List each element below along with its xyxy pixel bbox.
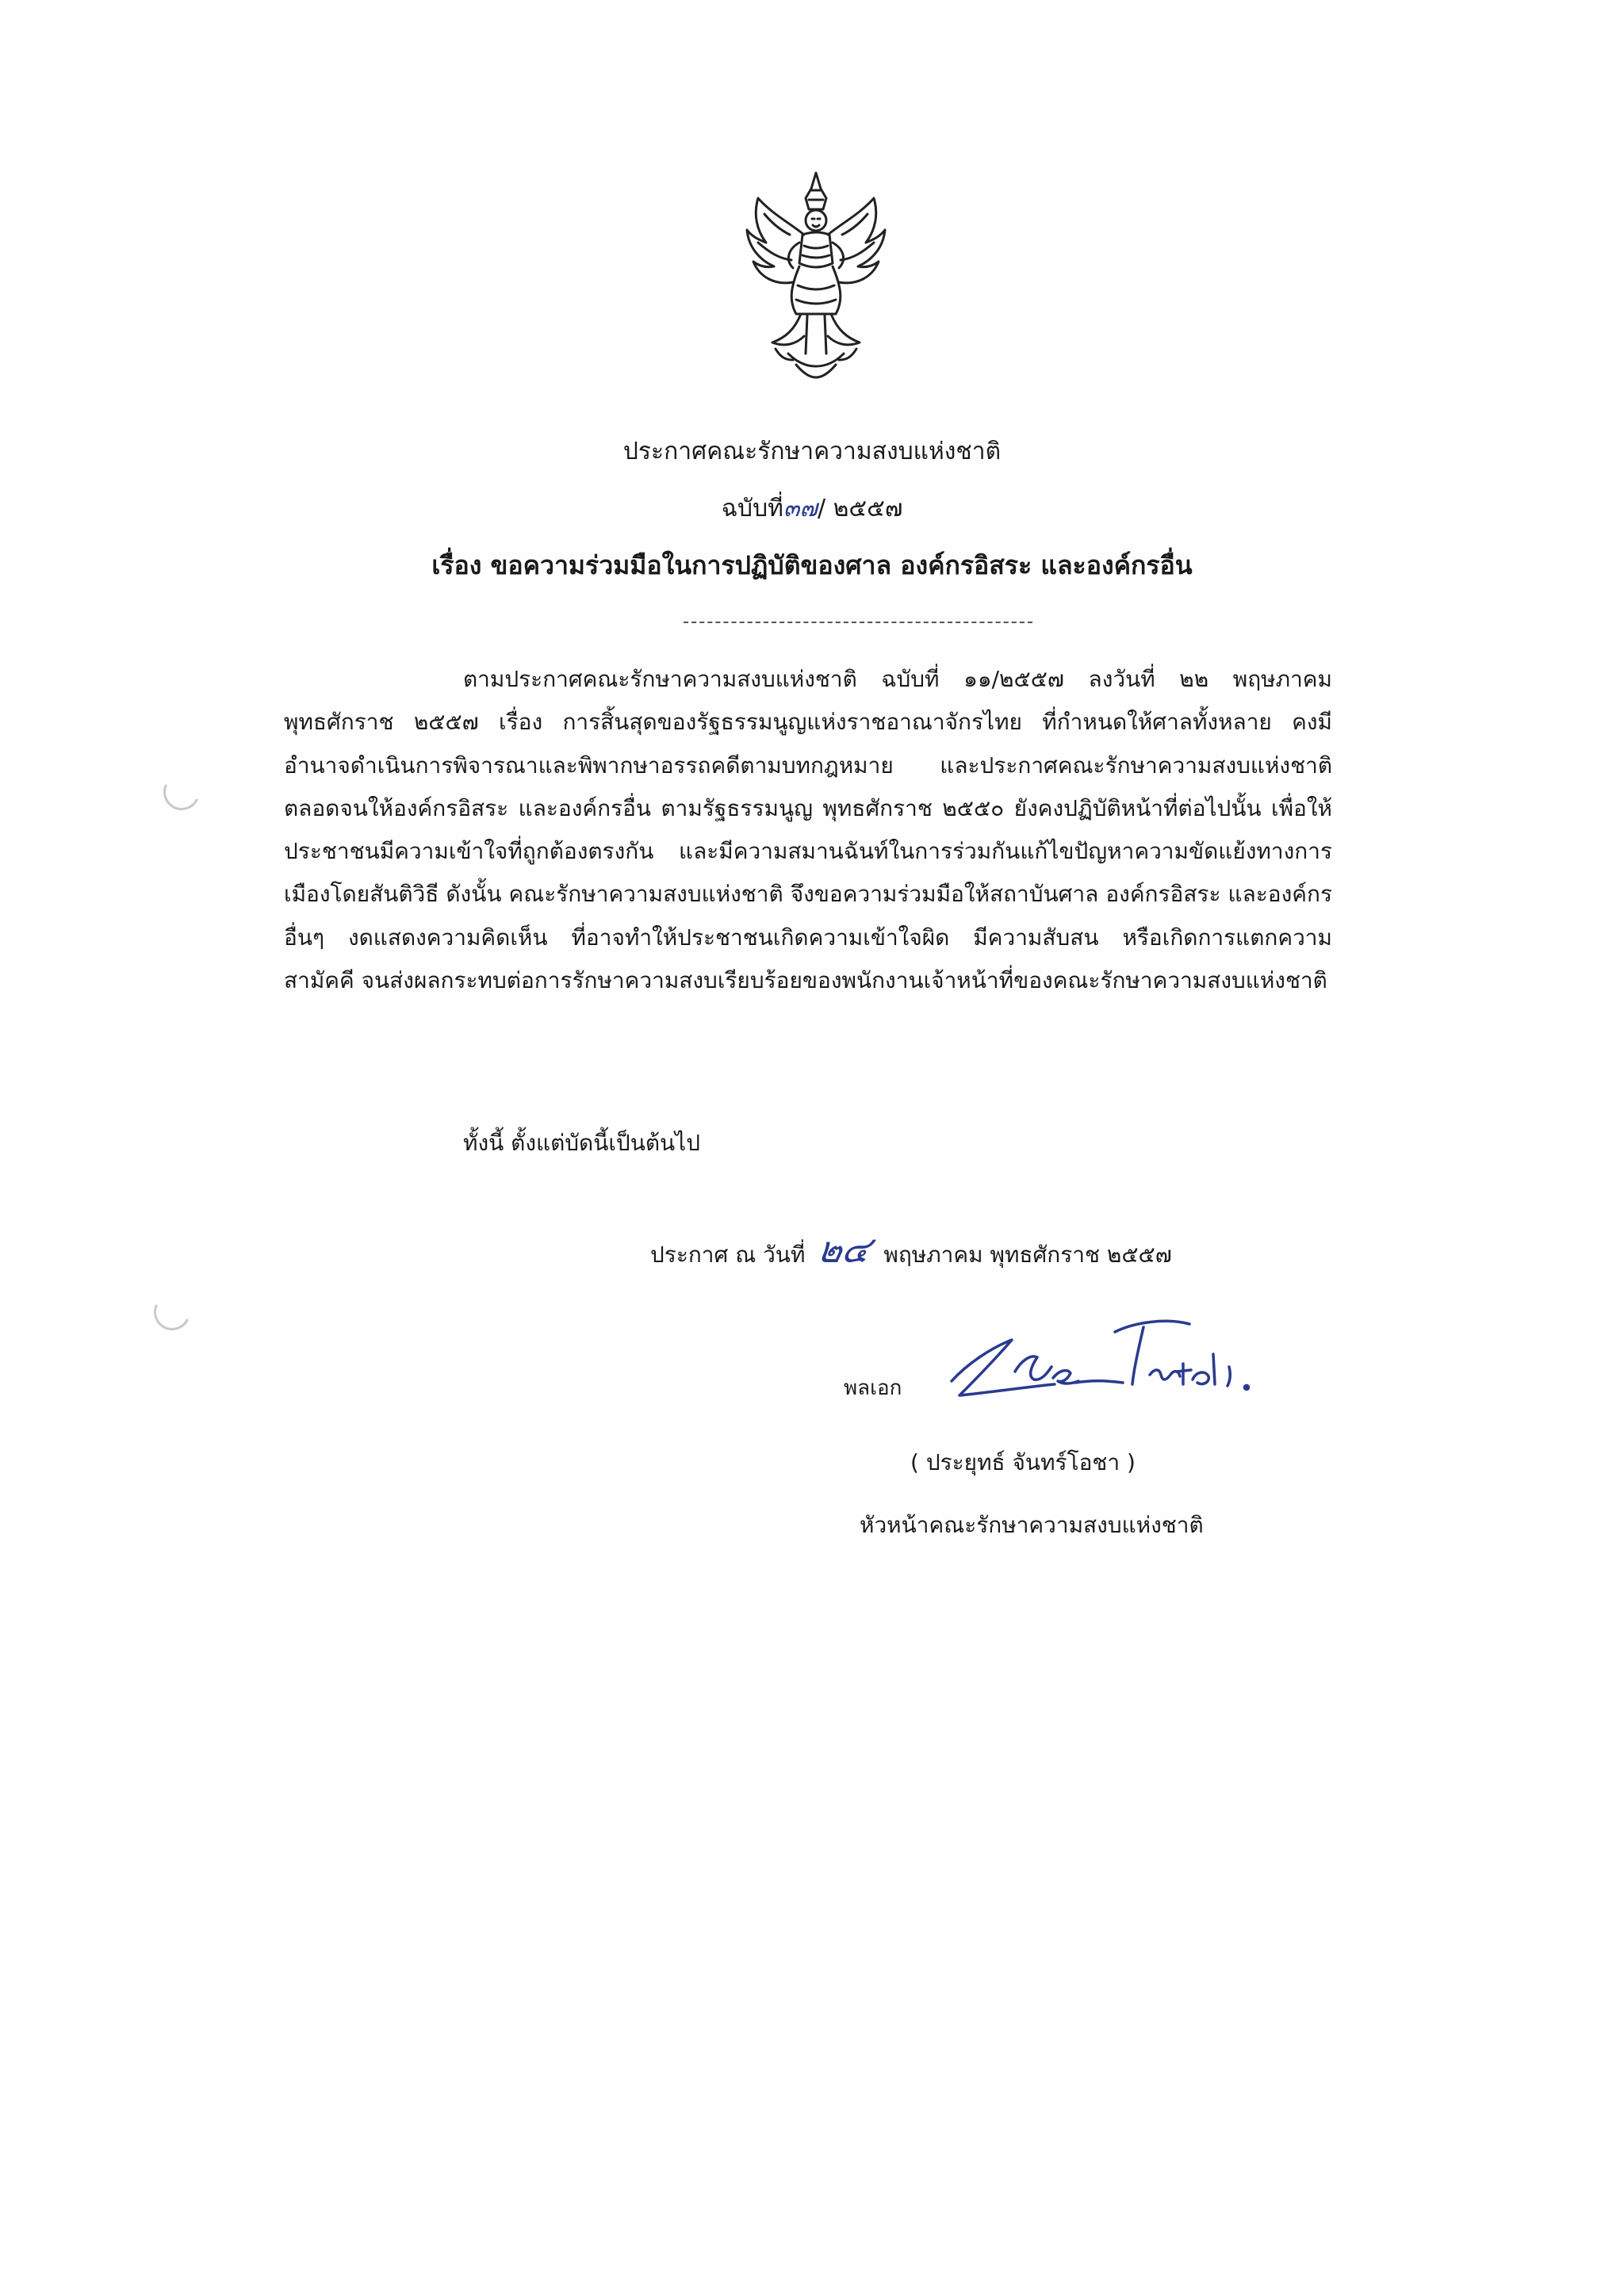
signer-rank: พลเอก — [844, 1376, 902, 1400]
handwritten-signature — [936, 1308, 1308, 1419]
punch-hole-mark — [159, 769, 205, 816]
dashed-divider — [684, 622, 1032, 623]
handwritten-number: ๓๗ — [783, 495, 818, 522]
body-paragraph: ตามประกาศคณะรักษาความสงบแห่งชาติ ฉบับที่ ๑๑/๒๕๕๗ ลงวันที่ ๒๒ พฤษภาคม พุทธศักราช ๒๕๕๗ เรื่อง การสิ้นสุดของรัฐธรรมนูญแห่งราชอาณาจักรไทย ที่กำหนดให้ศาลทั้งหลาย คงมีอำนาจดำเนินการพิจารณาและพิพากษาอรรถคดีตามบทกฎหมาย และประกาศคณะรักษาความสงบแห่งชาติ ตลอดจนให้องค์กรอิสระ และองค์กรอื่น ตามรัฐธรรมนูญ พุทธศักราช ๒๕๕๐ ยังคงปฏิบัติหน้าที่ต่อไปนั้น เพื่อให้ประชาชนมีความเข้าใจที่ถูกต้องตรงกัน และมีความสมานฉันท์ในการร่วมกันแก้ไขปัญหาความขัดแย้งทางการเมืองโดยสันติวิธี ดังนั้น คณะรักษาความสงบแห่งชาติ จึงขอความร่วมมือให้สถาบันศาล องค์กรอิสระ และองค์กรอื่นๆ งดแสดงความคิดเห็น ที่อาจทำให้ประชาชนเกิดความเข้าใจผิด มีความสับสน หรือเกิดการแตกความสามัคคี จนส่งผลกระทบต่อการรักษาความสงบเรียบร้อยของพนักงานเจ้าหน้าที่ของคณะรักษาความสงบแห่งชาติ — [284, 666, 1332, 994]
handwritten-day: ๒๔ — [814, 1228, 875, 1271]
announcement-subject: เรื่อง ขอความร่วมมือในการปฏิบัติของศาล องค์กรอิสระ และองค์กรอื่น — [431, 550, 1193, 580]
signer-name: ( ประยุทธ์ จันทร์โอชา ) — [910, 1449, 1136, 1475]
number-suffix: / ๒๕๕๗ — [817, 495, 903, 522]
garuda-emblem-icon — [741, 166, 891, 381]
date-prefix: ประกาศ ณ วันที่ — [650, 1242, 806, 1268]
date-suffix: พฤษภาคม พุทธศักราช ๒๕๕๗ — [883, 1242, 1172, 1268]
effective-statement: ทั้งนี้ ตั้งแต่บัดนี้เป็นต้นไป — [463, 1130, 701, 1156]
punch-hole-mark — [149, 1289, 196, 1336]
signer-title: หัวหน้าคณะรักษาความสงบแห่งชาติ — [860, 1512, 1204, 1538]
announcement-number — [0, 490, 1624, 527]
announcement-title: ประกาศคณะรักษาความสงบแห่งชาติ — [622, 438, 1002, 465]
announcement-date — [650, 1221, 1172, 1279]
number-prefix: ฉบับที่ — [721, 495, 783, 522]
